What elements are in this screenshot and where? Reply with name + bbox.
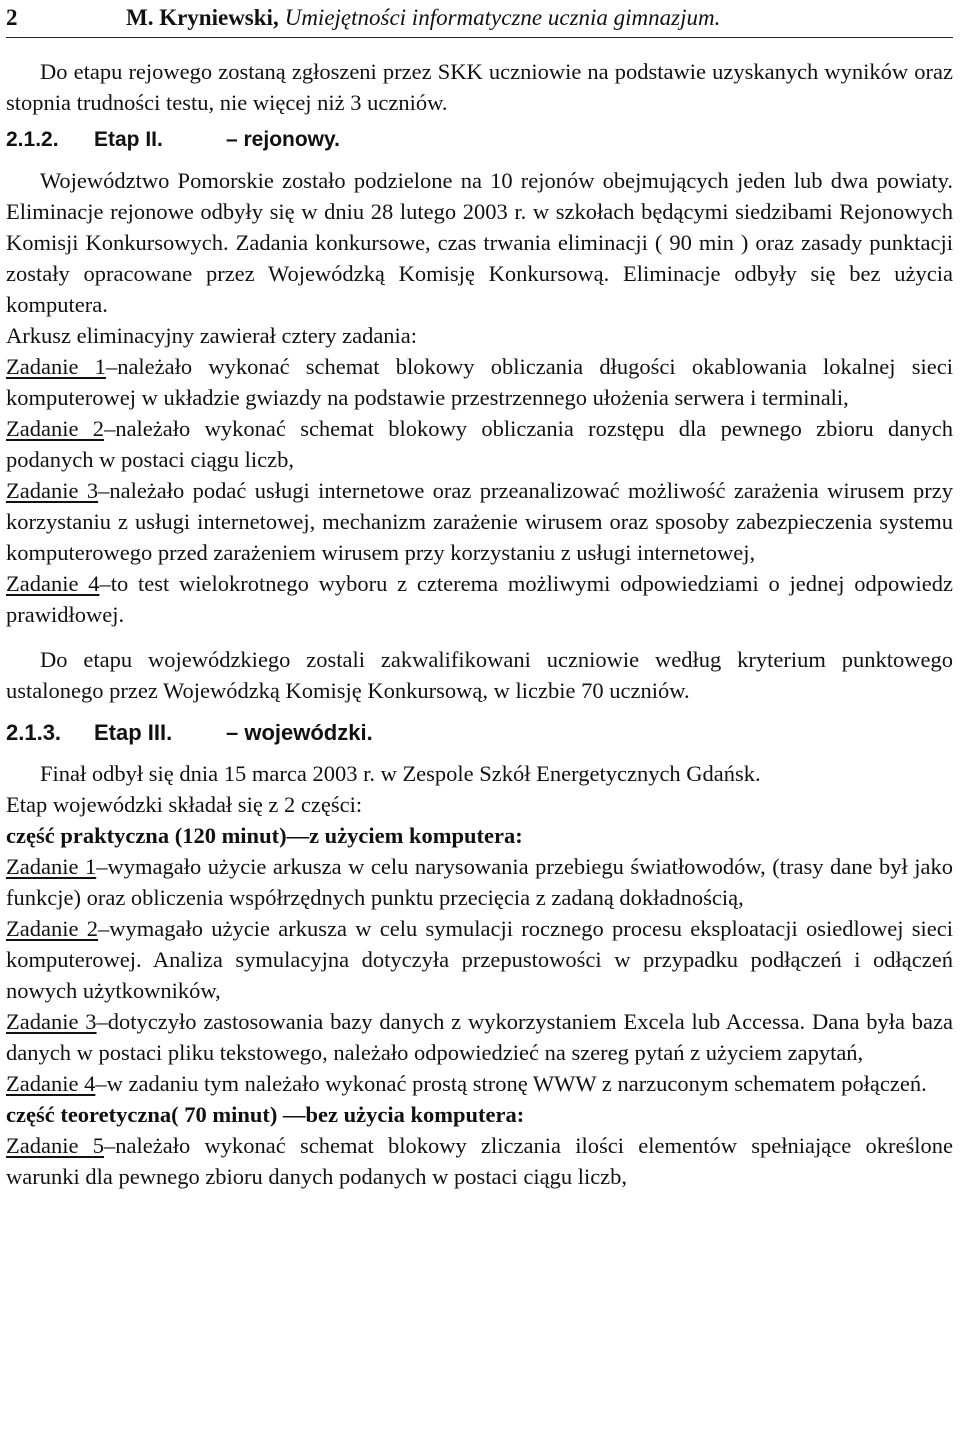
etap-2-description: Województwo Pomorskie zostało podzielone na 10 rejonów obejmujących jeden lub dwa powiaty. Eliminacje rejonowe odbyły się w dniu 28 lutego 2003 r. w szkołach będącymi siedzibami Rejonowych Komisji Konkursowych. Zadania konkursowe, czas trwania eliminacji ( 90 min ) oraz zasady punktacji zostały opracowane przez Wojewódzką Komisję Konkursową. Eliminacje odbyły się bez użycia komputera. [6, 168, 953, 317]
section-heading-etap-2 [6, 125, 953, 155]
task-label: Zadanie 4 [6, 1071, 96, 1096]
task-label: Zadanie 3 [6, 478, 99, 503]
section-name: – wojewódzki. [226, 720, 373, 745]
parts-paragraph: Etap wojewódzki składał się z 2 części: [6, 792, 363, 817]
task-text: dotyczyło zastosowania bazy danych z wykorzystaniem Excela lub Accessa. Dana była baza danych w postaci pliku tekstowego, należało odpowiedzieć na szereg pytań z użyciem zapytań, [6, 1009, 953, 1065]
final-paragraph: Finał odbył się dnia 15 marca 2003 r. w Zespole Szkół Energetycznych Gdańsk. [40, 761, 761, 786]
task-item: Zadanie 2–wymagało użycie arkusza w celu symulacji rocznego procesu eksploatacji osiedlowej sieci komputerowej. Analiza symulacyjna dotyczyła przepustowości w przypadku podłączeń i odłączeń nowych użytkowników, [6, 916, 953, 1003]
task-label: Zadanie 3 [6, 1009, 97, 1034]
qualification-paragraph: Do etapu wojewódzkiego zostali zakwalifikowani uczniowie według kryterium punktowego ustalonego przez Wojewódzką Komisję Konkursową, w liczbie 70 uczniów. [6, 647, 953, 703]
section-etap: Etap II. [94, 128, 163, 151]
section-heading-etap-3 [6, 718, 953, 748]
task-text: wymagało użycie arkusza w celu narysowania przebiegu światłowodów, (trasy dane był jako funkcje) oraz obliczenia współrzędnych punktu przecięcia z zadaną dokładnością, [6, 854, 953, 910]
task-label: Zadanie 1 [6, 854, 97, 879]
task-label: Zadanie 4 [6, 571, 100, 596]
section-etap: Etap III. [94, 720, 173, 745]
task-text: w zadaniu tym należało wykonać prostą stronę WWW z narzuconym schematem połączeń. [106, 1071, 927, 1096]
task-item: Zadanie 4–to test wielokrotnego wyboru z czterema możliwymi odpowiedziami o jednej odpowiedz prawidłowej. [6, 571, 953, 627]
task-item: Zadanie 3–dotyczyło zastosowania bazy danych z wykorzystaniem Excela lub Accessa. Dana była baza danych w postaci pliku tekstowego, należało odpowiedzieć na szereg pytań z użyciem zapytań, [6, 1009, 953, 1065]
task-item: Zadanie 3–należało podać usługi internetowe oraz przeanalizować możliwość zarażenia wirusem przy korzystaniu z usługi internetowej, mechanizm zarażenie wirusem oraz sposoby zabezpieczenia systemu komputerowego przed zarażeniem wirusem przy korzystaniu z usługi internetowej, [6, 478, 953, 565]
section-number: 2.1.2. [6, 128, 59, 151]
task-label: Zadanie 1 [6, 354, 106, 379]
document-page [6, 0, 953, 1192]
practical-heading: część praktyczna (120 minut)—z użyciem komputera: [6, 823, 523, 848]
task-label: Zadanie 2 [6, 416, 105, 441]
task-label: Zadanie 2 [6, 916, 98, 941]
task-label: Zadanie 5 [6, 1133, 104, 1158]
task-item: Zadanie 2–należało wykonać schemat blokowy obliczania rozstępu dla pewnego zbioru danych podanych w postaci ciągu liczb, [6, 416, 953, 472]
task-text: wymagało użycie arkusza w celu symulacji rocznego procesu eksploatacji osiedlowej sieci komputerowej. Analiza symulacyjna dotyczyła przepustowości w przypadku podłączeń i odłączeń nowych użytkowników, [6, 916, 953, 1003]
task-text: to test wielokrotnego wyboru z czterema możliwymi odpowiedziami o jednej odpowiedz prawidłowej. [6, 571, 953, 627]
header-title: Umiejętności informatyczne ucznia gimnazjum. [284, 5, 721, 30]
header-author: M. Kryniewski, [126, 5, 279, 30]
page-number: 2 [6, 5, 18, 30]
task-item: Zadanie 1–należało wykonać schemat blokowy obliczania długości okablowania lokalnej sieci komputerowej w układzie gwiazdy na podstawie przestrzennego ułożenia serwera i terminali, [6, 354, 953, 410]
task-text: należało wykonać schemat blokowy zliczania ilości elementów spełniające określone warunki dla pewnego zbioru danych podanych w postaci ciągu liczb, [6, 1133, 953, 1189]
task-item: Zadanie 5–należało wykonać schemat blokowy zliczania ilości elementów spełniające określone warunki dla pewnego zbioru danych podanych w postaci ciągu liczb, [6, 1133, 953, 1189]
task-text: należało wykonać schemat blokowy obliczania długości okablowania lokalnej sieci komputerowej w układzie gwiazdy na podstawie przestrzennego ułożenia serwera i terminali, [6, 354, 953, 410]
section-name: – rejonowy. [226, 128, 340, 151]
theory-heading: część teoretyczna( 70 minut) —bez użycia komputera: [6, 1102, 525, 1127]
task-text: należało podać usługi internetowe oraz przeanalizować możliwość zarażenia wirusem przy korzystaniu z usługi internetowej, mechanizm zarażenie wirusem oraz sposoby zabezpieczenia systemu komputerowego przed zarażeniem wirusem przy korzystaniu z usługi internetowej, [6, 478, 953, 565]
task-text: należało wykonać schemat blokowy obliczania rozstępu dla pewnego zbioru danych podanych w postaci ciągu liczb, [6, 416, 953, 472]
task-item: Zadanie 1–wymagało użycie arkusza w celu narysowania przebiegu światłowodów, (trasy dane był jako funkcje) oraz obliczenia współrzędnych punktu przecięcia z zadaną dokładnością, [6, 854, 953, 910]
section-number: 2.1.3. [6, 720, 62, 745]
etap-2-task-intro: Arkusz eliminacyjny zawierał cztery zadania: [6, 323, 418, 348]
task-item: Zadanie 4–w zadaniu tym należało wykonać prostą stronę WWW z narzuconym schematem połączeń. [6, 1071, 927, 1096]
intro-paragraph: Do etapu rejowego zostaną zgłoszeni przez SKK uczniowie na podstawie uzyskanych wyników oraz stopnia trudności testu, nie więcej niż 3 uczniów. [6, 59, 953, 115]
page-header [6, 0, 953, 38]
